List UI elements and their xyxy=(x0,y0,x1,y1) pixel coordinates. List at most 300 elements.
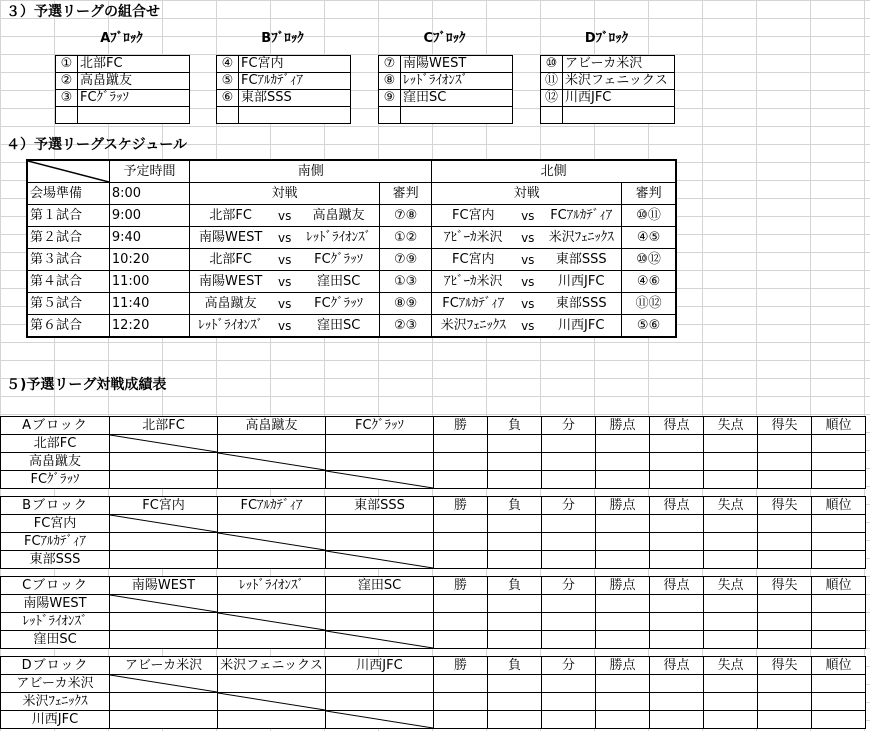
results-table xyxy=(0,496,866,569)
stat-cell xyxy=(542,595,596,613)
stat-cell xyxy=(542,453,596,471)
team-number: ④ xyxy=(217,56,239,73)
stat-cell xyxy=(758,711,812,729)
stat-cell xyxy=(488,693,542,711)
stat-cell xyxy=(542,471,596,489)
schedule-row xyxy=(27,271,676,293)
stat-cell xyxy=(488,551,542,569)
result-cell xyxy=(218,675,326,693)
self-match-cell xyxy=(326,471,434,489)
stat-header: 順位 xyxy=(812,417,866,435)
stat-cell xyxy=(812,435,866,453)
stat-cell xyxy=(650,675,704,693)
team-name: FCｱﾙｶﾃﾞｨｱ xyxy=(1,533,110,551)
team-number: ⑦ xyxy=(379,56,401,73)
result-cell xyxy=(326,533,434,551)
stat-cell xyxy=(650,471,704,489)
stat-cell xyxy=(650,453,704,471)
schedule-header-row xyxy=(27,160,676,183)
group-team-row xyxy=(217,90,351,107)
south-away-team: 窪田SC xyxy=(298,315,379,338)
north-referee: ⑩⑫ xyxy=(622,249,676,271)
south-home-team: 南陽WEST xyxy=(190,271,271,293)
north-home-team: FCｱﾙｶﾃﾞｨｱ xyxy=(432,293,514,315)
stat-header: 得点 xyxy=(650,417,704,435)
stat-header: 得点 xyxy=(650,657,704,675)
stat-header: 順位 xyxy=(812,657,866,675)
stat-cell xyxy=(542,435,596,453)
north-vs: vs xyxy=(514,227,541,249)
south-vs: vs xyxy=(271,271,298,293)
team-name: 南陽WEST xyxy=(401,56,513,73)
group-label: Bﾌﾞﾛｯｸ xyxy=(261,31,304,46)
stat-cell xyxy=(596,435,650,453)
opponent-header: 東部SSS xyxy=(326,497,434,515)
stat-header: 失点 xyxy=(704,657,758,675)
stat-cell xyxy=(596,551,650,569)
stat-header: 負 xyxy=(488,577,542,595)
stat-cell xyxy=(704,595,758,613)
schedule-table xyxy=(26,159,677,338)
group-team-row xyxy=(217,56,351,73)
stat-cell xyxy=(434,533,488,551)
result-cell xyxy=(110,693,218,711)
north-referee-header: 審判 xyxy=(622,183,676,205)
result-cell xyxy=(110,471,218,489)
opponent-header: FCｱﾙｶﾃﾞｨｱ xyxy=(218,497,326,515)
south-referee: ①③ xyxy=(380,271,432,293)
stat-cell xyxy=(758,631,812,649)
south-home-team: 北部FC xyxy=(190,205,271,227)
result-cell xyxy=(326,613,434,631)
self-match-cell xyxy=(110,515,218,533)
group-table xyxy=(540,55,675,124)
north-vs: vs xyxy=(514,249,541,271)
opponent-header: 窪田SC xyxy=(326,577,434,595)
schedule-row xyxy=(27,205,676,227)
diagonal-corner-cell xyxy=(27,160,109,183)
stat-header: 得失 xyxy=(758,577,812,595)
stat-cell xyxy=(704,613,758,631)
stat-cell xyxy=(596,533,650,551)
stat-cell xyxy=(758,515,812,533)
results-header-row xyxy=(1,497,866,515)
stat-cell xyxy=(704,675,758,693)
group-team-row xyxy=(379,90,513,107)
results-team-row xyxy=(1,595,866,613)
team-name: FCｸﾞﾗｯｿ xyxy=(78,90,190,107)
result-cell xyxy=(110,533,218,551)
stat-cell xyxy=(542,515,596,533)
opponent-header: 南陽WEST xyxy=(110,577,218,595)
team-name: 窪田SC xyxy=(1,631,110,649)
group-label: Cﾌﾞﾛｯｸ xyxy=(423,31,466,46)
stat-cell xyxy=(758,435,812,453)
stat-cell xyxy=(650,435,704,453)
results-team-row xyxy=(1,631,866,649)
stat-cell xyxy=(434,435,488,453)
north-vs: vs xyxy=(514,271,541,293)
stat-cell xyxy=(812,693,866,711)
stat-header: 負 xyxy=(488,497,542,515)
group-team-row xyxy=(56,56,190,73)
team-number: ⑫ xyxy=(541,90,563,107)
team-name: FCｱﾙｶﾃﾞｨｱ xyxy=(239,73,351,90)
north-away-team: FCｱﾙｶﾃﾞｨｱ xyxy=(541,205,621,227)
opponent-header: 北部FC xyxy=(110,417,218,435)
stat-cell xyxy=(650,533,704,551)
stat-header: 勝 xyxy=(434,417,488,435)
results-header-row xyxy=(1,577,866,595)
stat-cell xyxy=(650,515,704,533)
stat-cell xyxy=(704,693,758,711)
stat-cell xyxy=(596,515,650,533)
stat-cell xyxy=(704,453,758,471)
stat-cell xyxy=(704,533,758,551)
team-name: FC宮内 xyxy=(1,515,110,533)
stat-cell xyxy=(812,711,866,729)
stat-cell xyxy=(434,453,488,471)
team-name: 高畠蹴友 xyxy=(78,73,190,90)
results-team-row xyxy=(1,693,866,711)
group-empty-row xyxy=(217,107,351,124)
match-time: 9:00 xyxy=(109,205,189,227)
stat-cell xyxy=(596,693,650,711)
south-away-team: FCｸﾞﾗｯｿ xyxy=(298,249,379,271)
team-name: 米沢フェニックス xyxy=(563,73,675,90)
stat-cell xyxy=(488,711,542,729)
match-label: 第３試合 xyxy=(27,249,109,271)
team-number: ① xyxy=(56,56,78,73)
north-referee: ⑤⑥ xyxy=(622,315,676,338)
stat-cell xyxy=(650,595,704,613)
group-team-row xyxy=(379,73,513,90)
stat-header: 勝 xyxy=(434,657,488,675)
north-home-team: ｱﾋﾞｰｶ米沢 xyxy=(432,227,514,249)
stat-cell xyxy=(812,515,866,533)
team-name: ﾚｯﾄﾞﾗｲｵﾝｽﾞ xyxy=(1,613,110,631)
stat-header: 得失 xyxy=(758,497,812,515)
results-team-row xyxy=(1,471,866,489)
stat-cell xyxy=(488,533,542,551)
north-away-team: 東部SSS xyxy=(541,293,621,315)
match-time: 12:20 xyxy=(109,315,189,338)
stat-cell xyxy=(488,515,542,533)
stat-cell xyxy=(434,693,488,711)
stat-header: 順位 xyxy=(812,577,866,595)
block-label: Aブロック xyxy=(1,417,110,435)
block-label: Bブロック xyxy=(1,497,110,515)
match-label: 第１試合 xyxy=(27,205,109,227)
team-name: ﾚｯﾄﾞﾗｲｵﾝｽﾞ xyxy=(401,73,513,90)
stat-cell xyxy=(488,631,542,649)
team-name: 米沢ﾌｪﾆｯｸｽ xyxy=(1,693,110,711)
stat-cell xyxy=(434,551,488,569)
stat-cell xyxy=(434,613,488,631)
result-cell xyxy=(326,675,434,693)
team-number: ⑩ xyxy=(541,56,563,73)
self-match-cell xyxy=(326,711,434,729)
north-referee: ④⑤ xyxy=(622,227,676,249)
stat-header: 順位 xyxy=(812,497,866,515)
north-referee: ④⑥ xyxy=(622,271,676,293)
stat-cell xyxy=(542,693,596,711)
south-vs: vs xyxy=(271,315,298,338)
stat-cell xyxy=(758,533,812,551)
result-cell xyxy=(110,631,218,649)
south-match-header: 対戦 xyxy=(190,183,380,205)
group-team-row xyxy=(541,73,675,90)
stat-header: 得失 xyxy=(758,417,812,435)
stat-header: 勝点 xyxy=(596,577,650,595)
results-table xyxy=(0,656,866,729)
stat-cell xyxy=(758,453,812,471)
team-number: ② xyxy=(56,73,78,90)
self-match-cell xyxy=(218,613,326,631)
stat-cell xyxy=(488,435,542,453)
stat-cell xyxy=(542,631,596,649)
stat-cell xyxy=(596,711,650,729)
stat-cell xyxy=(434,631,488,649)
results-team-row xyxy=(1,533,866,551)
north-vs: vs xyxy=(514,293,541,315)
north-vs: vs xyxy=(514,315,541,338)
results-table xyxy=(0,416,866,489)
group-team-row xyxy=(541,56,675,73)
self-match-cell xyxy=(326,551,434,569)
match-label: 第４試合 xyxy=(27,271,109,293)
stat-header: 得点 xyxy=(650,577,704,595)
team-name: 東部SSS xyxy=(1,551,110,569)
team-number: ⑨ xyxy=(379,90,401,107)
result-cell xyxy=(326,435,434,453)
stat-header: 勝点 xyxy=(596,417,650,435)
stat-cell xyxy=(434,471,488,489)
south-referee: ⑦⑧ xyxy=(380,205,432,227)
north-home-team: ｱﾋﾞｰｶ米沢 xyxy=(432,271,514,293)
group-team-row xyxy=(541,90,675,107)
stat-cell xyxy=(488,613,542,631)
stat-cell xyxy=(488,471,542,489)
result-cell xyxy=(218,551,326,569)
stat-cell xyxy=(812,675,866,693)
stat-cell xyxy=(596,613,650,631)
stat-cell xyxy=(758,693,812,711)
team-name: 高畠蹴友 xyxy=(1,453,110,471)
result-cell xyxy=(110,453,218,471)
stat-cell xyxy=(542,551,596,569)
result-cell xyxy=(218,471,326,489)
north-vs: vs xyxy=(514,205,541,227)
stat-cell xyxy=(650,711,704,729)
group-empty-row xyxy=(56,107,190,124)
north-referee: ⑩⑪ xyxy=(622,205,676,227)
stat-header: 得失 xyxy=(758,657,812,675)
stat-cell xyxy=(812,551,866,569)
stat-cell xyxy=(758,675,812,693)
self-match-cell xyxy=(110,595,218,613)
group-team-row xyxy=(56,73,190,90)
stat-header: 分 xyxy=(542,497,596,515)
stat-header: 負 xyxy=(488,657,542,675)
north-referee: ⑪⑫ xyxy=(622,293,676,315)
match-time: 9:40 xyxy=(109,227,189,249)
result-cell xyxy=(110,711,218,729)
result-cell xyxy=(326,453,434,471)
stat-cell xyxy=(704,631,758,649)
match-label: 第６試合 xyxy=(27,315,109,338)
team-name: アビーカ米沢 xyxy=(563,56,675,73)
stat-header: 分 xyxy=(542,657,596,675)
stat-header: 得点 xyxy=(650,497,704,515)
south-referee: ①② xyxy=(380,227,432,249)
schedule-row xyxy=(27,315,676,338)
south-home-team: ﾚｯﾄﾞﾗｲｵﾝｽﾞ xyxy=(190,315,271,338)
north-header: 北側 xyxy=(432,160,676,183)
stat-cell xyxy=(596,631,650,649)
block-label: Cブロック xyxy=(1,577,110,595)
north-home-team: FC宮内 xyxy=(432,249,514,271)
stat-cell xyxy=(812,471,866,489)
result-cell xyxy=(110,551,218,569)
team-name: 北部FC xyxy=(1,435,110,453)
stat-cell xyxy=(812,631,866,649)
match-time: 11:00 xyxy=(109,271,189,293)
north-away-team: 川西JFC xyxy=(541,315,621,338)
stat-cell xyxy=(812,595,866,613)
self-match-cell xyxy=(218,533,326,551)
stat-cell xyxy=(704,435,758,453)
stat-header: 分 xyxy=(542,417,596,435)
results-team-row xyxy=(1,435,866,453)
result-cell xyxy=(326,595,434,613)
block-label: Dブロック xyxy=(1,657,110,675)
south-referee: ②③ xyxy=(380,315,432,338)
stat-cell xyxy=(758,551,812,569)
team-number: ③ xyxy=(56,90,78,107)
result-cell xyxy=(218,435,326,453)
north-home-team: 米沢ﾌｪﾆｯｸｽ xyxy=(432,315,514,338)
opponent-header: 高畠蹴友 xyxy=(218,417,326,435)
schedule-row xyxy=(27,293,676,315)
south-vs: vs xyxy=(271,249,298,271)
result-cell xyxy=(326,515,434,533)
results-table xyxy=(0,576,866,649)
stat-cell xyxy=(596,471,650,489)
results-section-title: ５)予選リーグ対戦成績表 xyxy=(6,377,167,393)
results-team-row xyxy=(1,675,866,693)
team-name: 窪田SC xyxy=(401,90,513,107)
opponent-header: アビーカ米沢 xyxy=(110,657,218,675)
north-away-team: 東部SSS xyxy=(541,249,621,271)
group-label: Dﾌﾞﾛｯｸ xyxy=(584,31,629,46)
team-name: FC宮内 xyxy=(239,56,351,73)
north-away-team: 米沢ﾌｪﾆｯｸｽ xyxy=(541,227,621,249)
result-cell xyxy=(218,711,326,729)
stat-header: 勝 xyxy=(434,497,488,515)
stat-cell xyxy=(812,613,866,631)
match-label: 第５試合 xyxy=(27,293,109,315)
result-cell xyxy=(218,515,326,533)
south-vs: vs xyxy=(271,293,298,315)
results-team-row xyxy=(1,453,866,471)
group-table xyxy=(378,55,513,124)
south-away-team: 高畠蹴友 xyxy=(298,205,379,227)
south-referee: ⑧⑨ xyxy=(380,293,432,315)
setup-label: 会場準備 xyxy=(27,183,109,205)
south-home-team: 高畠蹴友 xyxy=(190,293,271,315)
group-label: Aﾌﾞﾛｯｸ xyxy=(100,31,143,46)
stat-cell xyxy=(488,595,542,613)
setup-time: 8:00 xyxy=(109,183,189,205)
self-match-cell xyxy=(110,435,218,453)
team-name: 東部SSS xyxy=(239,90,351,107)
result-cell xyxy=(110,613,218,631)
stat-cell xyxy=(434,711,488,729)
stat-cell xyxy=(596,675,650,693)
stat-header: 失点 xyxy=(704,497,758,515)
team-name: アビーカ米沢 xyxy=(1,675,110,693)
result-cell xyxy=(218,595,326,613)
group-empty-row xyxy=(379,107,513,124)
south-away-team: ﾚｯﾄﾞﾗｲｵﾝｽﾞ xyxy=(298,227,379,249)
stat-cell xyxy=(650,693,704,711)
schedule-section-title: ４）予選リーグスケジュール xyxy=(6,137,188,153)
stat-cell xyxy=(812,453,866,471)
stat-cell xyxy=(758,471,812,489)
results-team-row xyxy=(1,711,866,729)
group-team-row xyxy=(217,73,351,90)
team-name: 北部FC xyxy=(78,56,190,73)
team-number: ⑪ xyxy=(541,73,563,90)
opponent-header: ﾚｯﾄﾞﾗｲｵﾝｽﾞ xyxy=(218,577,326,595)
south-home-team: 南陽WEST xyxy=(190,227,271,249)
opponent-header: FCｸﾞﾗｯｿ xyxy=(326,417,434,435)
south-away-team: FCｸﾞﾗｯｿ xyxy=(298,293,379,315)
team-number: ⑥ xyxy=(217,90,239,107)
groups-section-title: ３）予選リーグの組合せ xyxy=(6,4,160,20)
south-away-team: 窪田SC xyxy=(298,271,379,293)
self-match-cell xyxy=(326,631,434,649)
south-referee: ⑦⑨ xyxy=(380,249,432,271)
north-home-team: FC宮内 xyxy=(432,205,514,227)
stat-cell xyxy=(596,595,650,613)
match-time: 10:20 xyxy=(109,249,189,271)
match-time: 11:40 xyxy=(109,293,189,315)
results-header-row xyxy=(1,657,866,675)
stat-cell xyxy=(704,471,758,489)
stat-cell xyxy=(650,551,704,569)
opponent-header: 米沢フェニックス xyxy=(218,657,326,675)
south-referee-header: 審判 xyxy=(380,183,432,205)
stat-header: 失点 xyxy=(704,417,758,435)
team-number: ⑧ xyxy=(379,73,401,90)
stat-cell xyxy=(542,613,596,631)
team-name: FCｸﾞﾗｯｿ xyxy=(1,471,110,489)
stat-cell xyxy=(704,515,758,533)
self-match-cell xyxy=(110,675,218,693)
stat-cell xyxy=(542,711,596,729)
schedule-row xyxy=(27,227,676,249)
stat-cell xyxy=(542,533,596,551)
stat-cell xyxy=(704,711,758,729)
stat-header: 負 xyxy=(488,417,542,435)
group-team-row xyxy=(56,90,190,107)
opponent-header: FC宮内 xyxy=(110,497,218,515)
stat-cell xyxy=(488,453,542,471)
south-home-team: 北部FC xyxy=(190,249,271,271)
results-team-row xyxy=(1,551,866,569)
